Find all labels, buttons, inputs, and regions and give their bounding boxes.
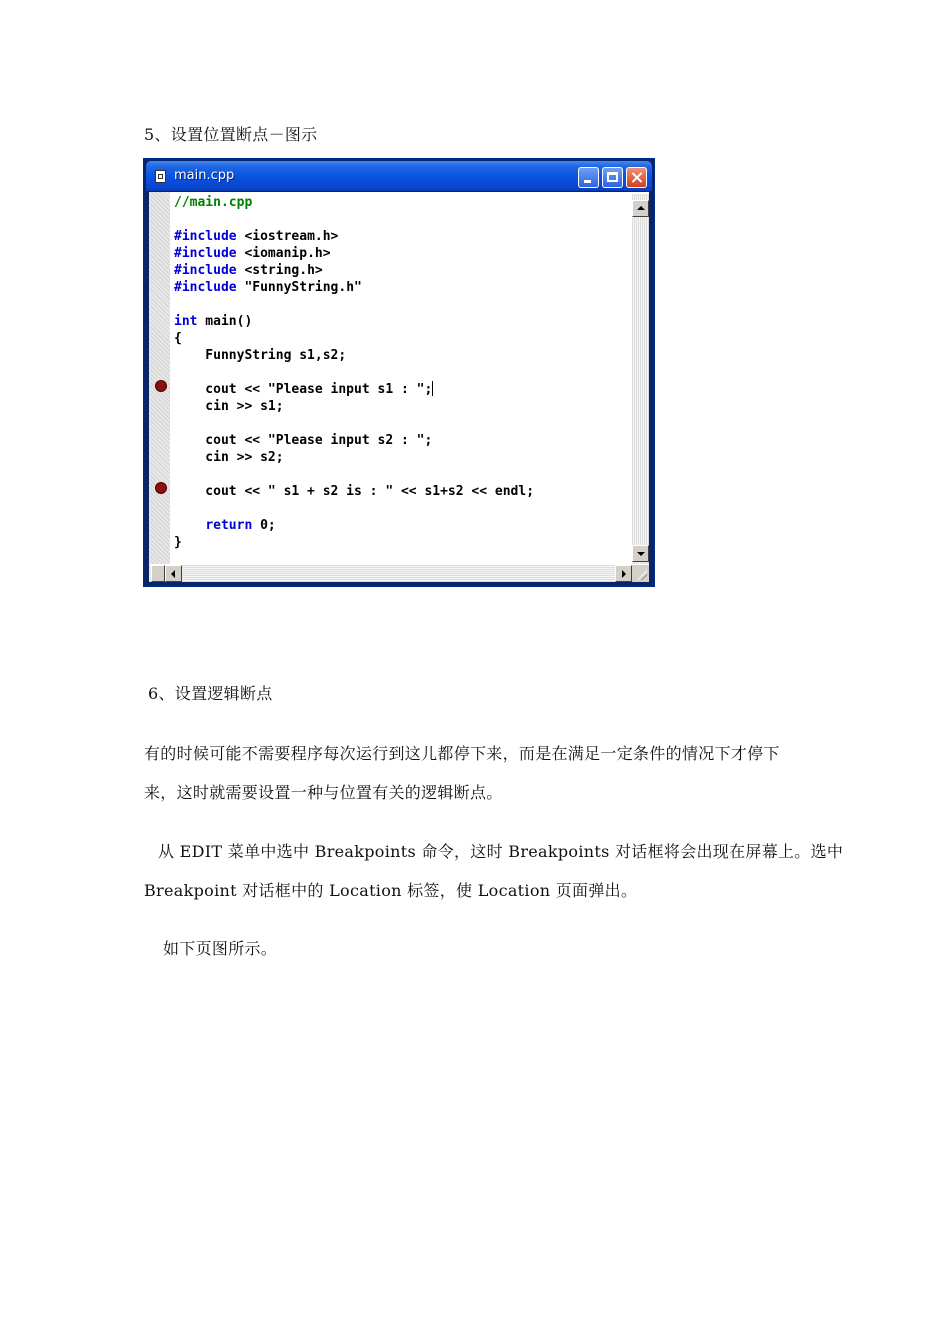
minimize-button[interactable] <box>578 167 599 188</box>
breakpoint-gutter[interactable] <box>149 192 170 564</box>
arrow-right-icon <box>622 570 626 578</box>
code-line-include: #include <iomanip.h> <box>174 246 331 261</box>
arrow-up-icon <box>637 206 645 210</box>
vertical-scrollbar[interactable] <box>632 194 649 564</box>
code-line-main: int main() <box>174 314 253 329</box>
code-editor[interactable] <box>174 194 534 551</box>
arrow-left-icon <box>171 570 175 578</box>
code-line-include: #include "FunnyString.h" <box>174 280 362 295</box>
paragraph-1-line-2: 来，这时就需要设置一种与位置有关的逻辑断点。 <box>144 783 503 802</box>
code-line-cin-2: cin >> s2; <box>174 450 284 465</box>
code-line-cout-2: cout << "Please input s2 : "; <box>174 433 433 448</box>
resize-grip-icon[interactable] <box>632 565 649 582</box>
window-title: main.cpp <box>174 168 235 183</box>
scroll-left-button[interactable] <box>165 565 182 582</box>
code-line-open-brace: { <box>174 331 182 346</box>
scroll-thumb[interactable] <box>151 565 165 582</box>
scroll-right-button[interactable] <box>615 565 632 582</box>
paragraph-2-line-2: Breakpoint 对话框中的 Location 标签，使 Location 页面弹出。 <box>144 881 638 900</box>
scroll-down-button[interactable] <box>632 545 649 562</box>
code-line-include: #include <string.h> <box>174 263 323 278</box>
code-line-declaration: FunnyString s1,s2; <box>174 348 347 363</box>
code-line-return: return 0; <box>205 518 276 533</box>
code-comment: //main.cpp <box>174 195 253 210</box>
close-button[interactable] <box>626 167 647 188</box>
editor-client-area[interactable] <box>149 192 649 582</box>
arrow-down-icon <box>637 552 645 556</box>
paragraph-1-line-1: 有的时候可能不需要程序每次运行到这儿都停下来，而是在满足一定条件的情况下才停下 <box>144 744 780 763</box>
paragraph-3: 如下页图所示。 <box>163 939 278 958</box>
horizontal-scrollbar[interactable] <box>149 565 632 582</box>
maximize-button[interactable] <box>602 167 623 188</box>
code-line-close-brace: } <box>174 535 182 550</box>
editor-window[interactable] <box>143 158 655 587</box>
paragraph-2-line-1: 从 EDIT 菜单中选中 Breakpoints 命令，这时 Breakpoints 对话框将会出现在屏幕上。选中 <box>158 842 844 861</box>
code-line-cout-1: cout << "Please input s1 : "; <box>174 382 433 397</box>
document-icon <box>155 170 166 183</box>
breakpoint-marker-icon[interactable] <box>155 380 167 392</box>
scroll-up-button[interactable] <box>632 200 649 217</box>
code-line-include: #include <iostream.h> <box>174 229 339 244</box>
text-caret <box>432 381 433 396</box>
section-5-heading: 5、设置位置断点－图示 <box>144 125 318 144</box>
code-line-cin-1: cin >> s1; <box>174 399 284 414</box>
breakpoint-marker-icon[interactable] <box>155 482 167 494</box>
code-line-cout-3: cout << " s1 + s2 is : " << s1+s2 << endl; <box>174 484 535 499</box>
title-bar[interactable] <box>146 161 652 191</box>
section-6-heading: 6、设置逻辑断点 <box>148 684 273 703</box>
